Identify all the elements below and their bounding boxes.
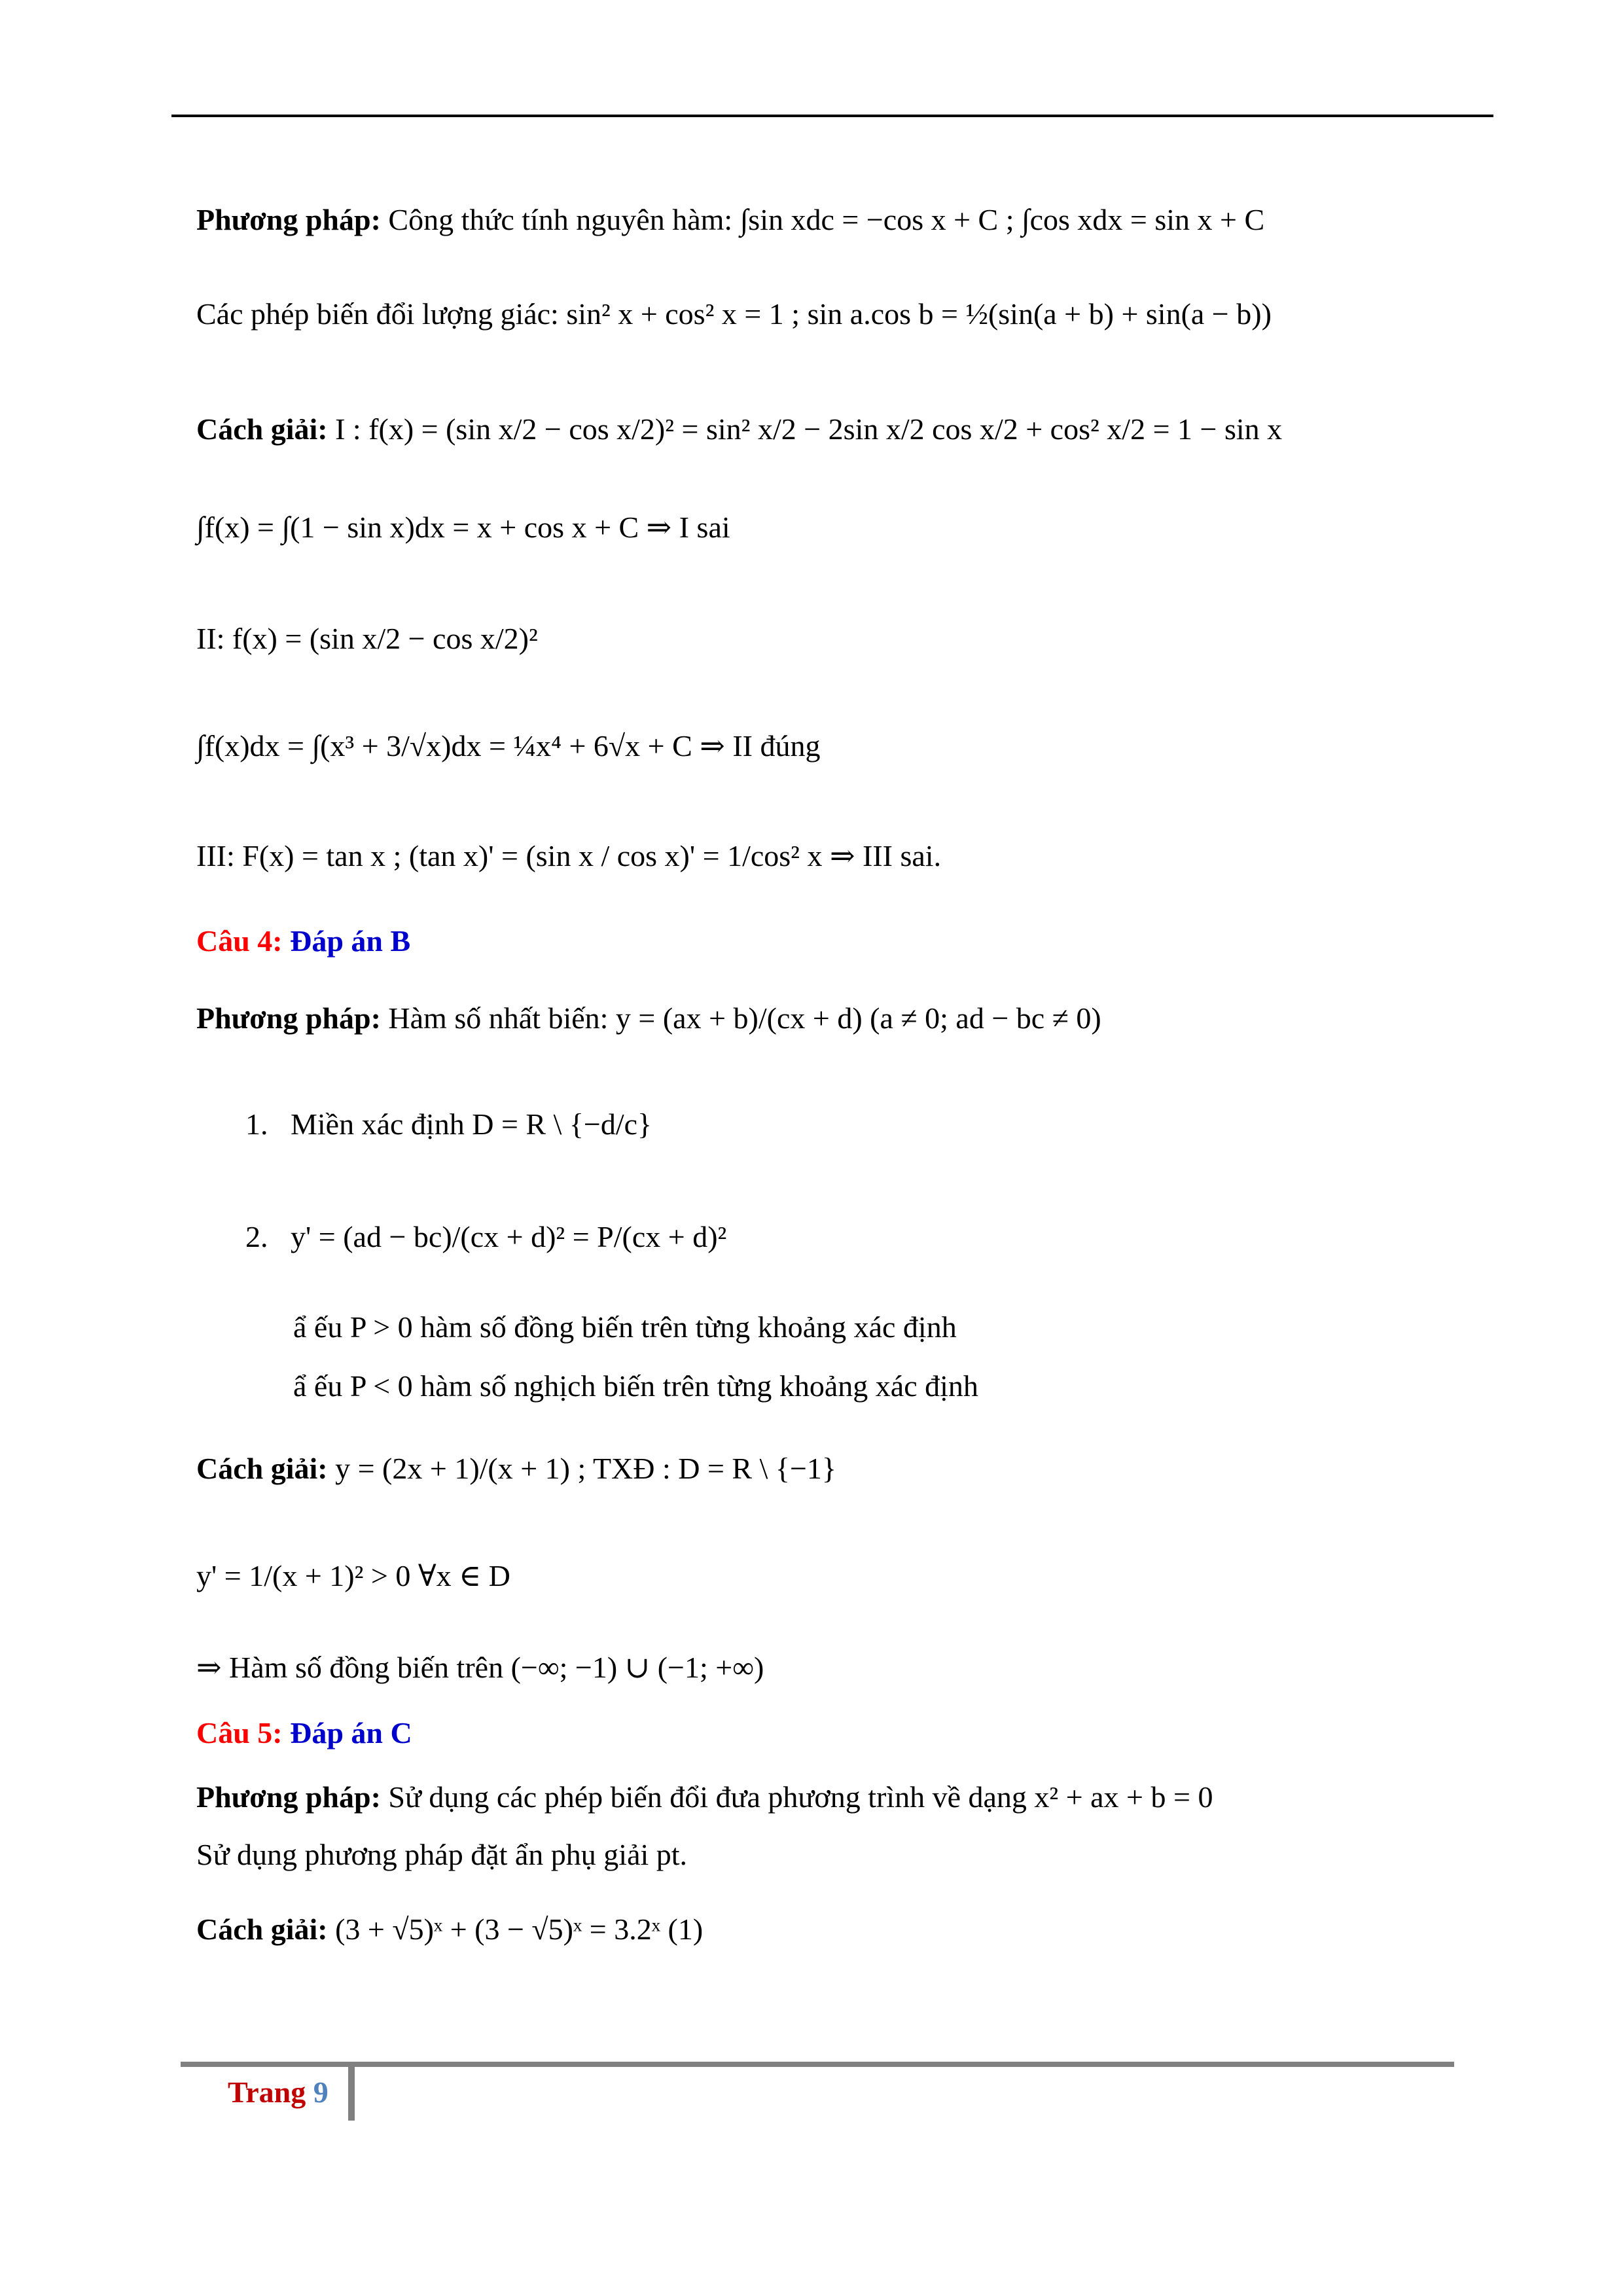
derivative-line <box>196 1558 510 1594</box>
conclusion-line <box>196 1649 764 1685</box>
homographic-formula: y = (ax + b)/(cx + d) (a ≠ 0; ad − bc ≠ 0) <box>615 1001 1101 1035</box>
substitution-text: Sử dụng phương pháp đặt ẩn phụ giải pt. <box>196 1838 688 1871</box>
trig-formula: sin² x + cos² x = 1 ; sin a.cos b = ½(sin(a + b) + sin(a − b)) <box>566 297 1272 331</box>
method-label: Phương pháp: <box>196 1780 381 1814</box>
integral-ii-formula: ∫f(x)dx = ∫(x³ + 3/√x)dx = ¼x⁴ + 6√x + C ⇒ II đúng <box>196 729 821 762</box>
question-5-label: Câu 5: <box>196 1716 283 1749</box>
footer-divider <box>348 2062 355 2121</box>
method-text: Sử dụng các phép biến đổi đưa phương trình về dạng <box>388 1780 1027 1814</box>
trig-text: Các phép biến đổi lượng giác: <box>196 297 559 331</box>
conclusion-text: ⇒ Hàm số đồng biến trên (−∞; −1) ∪ (−1; +∞) <box>196 1651 764 1684</box>
antiderivative-formula: ∫sin xdc = −cos x + C ; ∫cos xdx = sin x + C <box>740 203 1265 236</box>
statement-i-formula: I : f(x) = (sin x/2 − cos x/2)² = sin² x/2 − 2sin x/2 cos x/2 + cos² x/2 = 1 − sin x <box>335 412 1283 446</box>
method-line-2 <box>196 1000 1101 1036</box>
domain-item <box>245 1106 652 1142</box>
solution-label: Cách giải: <box>196 412 328 446</box>
question-5-heading <box>196 1715 412 1751</box>
decreasing-condition <box>293 1368 978 1404</box>
integral-line-ii <box>196 728 820 764</box>
decreasing-text: ẩ ếu P < 0 hàm số nghịch biến trên từng khoảng xác định <box>293 1369 978 1403</box>
item-number: 1. <box>245 1107 268 1141</box>
question-4-heading <box>196 923 410 959</box>
derivative-formula: y' = (ad − bc)/(cx + d)² = P/(cx + d)² <box>291 1220 727 1253</box>
item-number: 2. <box>245 1220 268 1253</box>
increasing-text: ẩ ếu P > 0 hàm số đồng biến trên từng khoảng xác định <box>293 1310 957 1344</box>
integral-i-formula: ∫f(x) = ∫(1 − sin x)dx = x + cos x + C ⇒ I sai <box>196 511 730 544</box>
solution-line-2 <box>196 1450 836 1486</box>
question-4-answer: Đáp án B <box>290 924 411 958</box>
method-text: Hàm số nhất biến: <box>388 1001 609 1035</box>
trig-line <box>196 296 1272 332</box>
top-rule <box>171 115 1493 117</box>
derivative-result: y' = 1/(x + 1)² > 0 ∀x ∈ D <box>196 1559 510 1592</box>
domain-formula: D = R \ {−d/c} <box>472 1107 652 1141</box>
statement-ii-formula: II: f(x) = (sin x/2 − cos x/2)² <box>196 622 538 655</box>
substitution-line <box>196 1837 687 1873</box>
function-formula: y = (2x + 1)/(x + 1) ; TXĐ : D = R \ {−1} <box>335 1452 836 1485</box>
method-label: Phương pháp: <box>196 1001 381 1035</box>
page-number: 9 <box>313 2075 329 2109</box>
solution-line-3 <box>196 1911 703 1947</box>
quadratic-form: x² + ax + b = 0 <box>1034 1780 1213 1814</box>
exponential-equation: (3 + √5)ˣ + (3 − √5)ˣ = 3.2ˣ (1) <box>335 1912 704 1946</box>
solution-line-1 <box>196 411 1282 447</box>
statement-ii-line <box>196 620 538 656</box>
footer-rule <box>181 2062 1454 2067</box>
page-label: Trang <box>228 2075 306 2109</box>
method-line-1 <box>196 202 1264 238</box>
question-4-label: Câu 4: <box>196 924 283 958</box>
domain-text: Miền xác định <box>291 1107 465 1141</box>
solution-label: Cách giải: <box>196 1452 328 1485</box>
integral-line-i <box>196 509 730 545</box>
derivative-item <box>245 1219 726 1255</box>
method-label: Phương pháp: <box>196 203 381 236</box>
increasing-condition <box>293 1309 957 1345</box>
statement-iii-line <box>196 838 941 874</box>
solution-label: Cách giải: <box>196 1912 328 1946</box>
method-line-3 <box>196 1779 1213 1815</box>
statement-iii-formula: III: F(x) = tan x ; (tan x)' = (sin x / cos x)' = 1/cos² x ⇒ III sai. <box>196 839 942 872</box>
page-footer <box>228 2075 329 2109</box>
question-5-answer: Đáp án C <box>290 1716 412 1749</box>
method-text: Công thức tính nguyên hàm: <box>388 203 733 236</box>
